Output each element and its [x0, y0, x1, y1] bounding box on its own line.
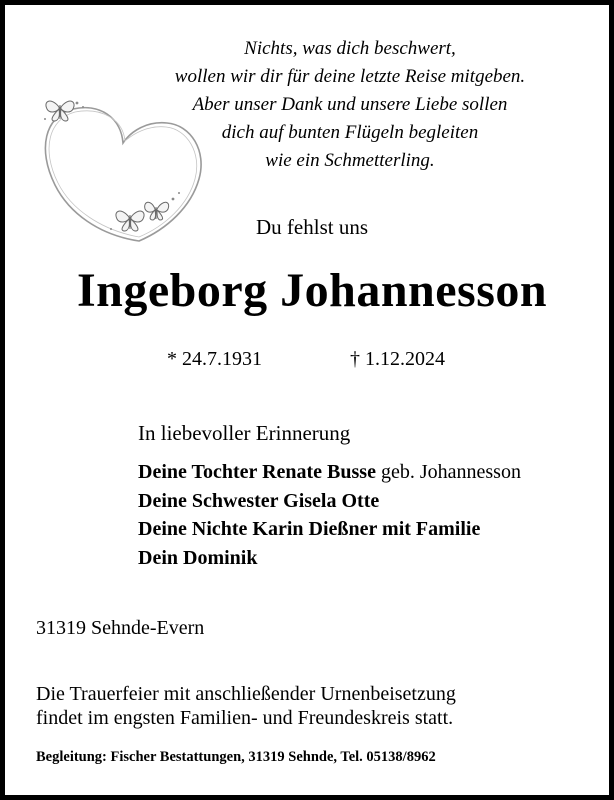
ceremony-text — [36, 682, 456, 730]
family-member-note: geb. Johannesson — [375, 461, 521, 483]
poem-line: Nichts, was dich beschwert, — [244, 38, 456, 59]
funeral-home-line: Begleitung: Fischer Bestattungen, 31319 Sehnde, Tel. 05138/8962 — [36, 749, 436, 765]
missed-line: Du fehlst uns — [256, 215, 368, 239]
family-member — [138, 544, 521, 573]
memory-line: In liebevoller Erinnerung — [138, 421, 351, 445]
birth-date: * 24.7.1931 — [167, 348, 262, 370]
deceased-name: Ingeborg Johannesson — [76, 264, 548, 317]
poem-line: wollen wir dir für deine letzte Reise mitgeben. — [174, 66, 526, 87]
poem — [145, 35, 555, 175]
family-member — [138, 487, 521, 516]
family-member-relation: Deine Nichte Karin Dießner mit Familie — [138, 518, 481, 540]
poem-line: wie ein Schmetterling. — [265, 150, 435, 171]
ceremony-line: Die Trauerfeier mit anschließender Urnenbeisetzung — [36, 683, 456, 705]
family-member — [138, 515, 521, 544]
family-member-relation: Deine Schwester Gisela Otte — [138, 489, 380, 512]
poem-line: dich auf bunten Flügeln begleiten — [221, 122, 479, 143]
family-member — [138, 458, 521, 487]
poem-line: Aber unser Dank und unsere Liebe sollen — [192, 94, 508, 115]
ceremony-line: findet im engsten Familien- und Freundeskreis statt. — [36, 707, 454, 729]
family-member-relation: Dein Dominik — [138, 546, 258, 569]
family-member-relation: Deine Tochter Renate Busse — [138, 461, 376, 483]
place: 31319 Sehnde-Evern — [36, 617, 205, 639]
family-list — [138, 458, 521, 572]
death-date: † 1.12.2024 — [350, 348, 445, 370]
